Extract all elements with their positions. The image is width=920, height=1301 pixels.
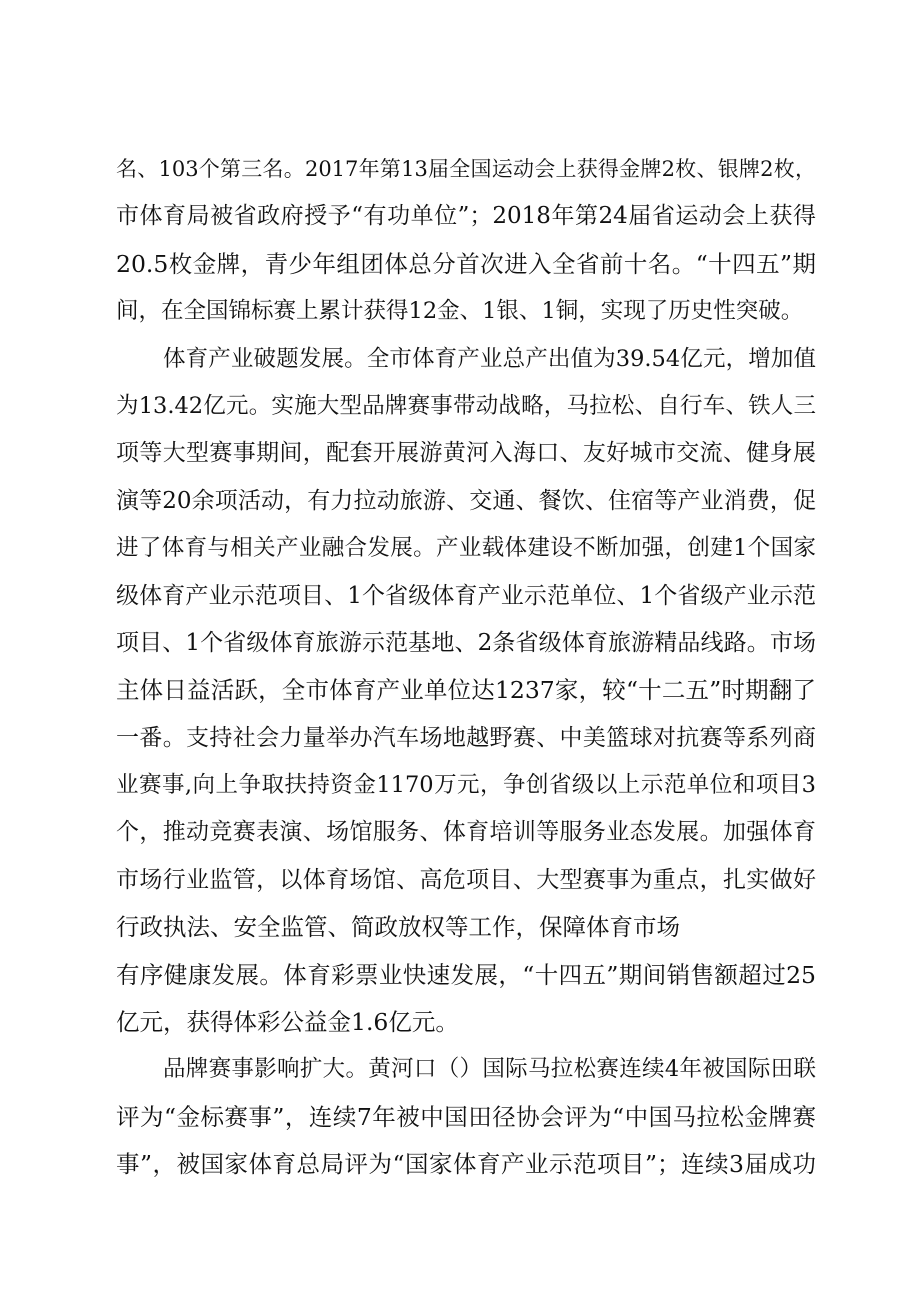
- text-line: 个，推动竞赛表演、场馆服务、体育培训等服务业态发展。加强体育: [116, 819, 816, 846]
- text-line: 业赛事,向上争取扶持资金1170万元，争创省级以上示范单位和项目3: [116, 772, 816, 799]
- text-line: 级体育产业示范项目、1个省级体育产业示范单位、1个省级产业示范: [116, 582, 816, 609]
- text-line: 20.5枚金牌，青少年组团体总分首次进入全省前十名。“十四五”期: [116, 249, 816, 278]
- text-line: 事”，被国家体育总局评为“国家体育产业示范项目”；连续3届成功: [116, 1150, 816, 1179]
- text-line: 行政执法、安全监管、简政放权等工作，保障体育市场: [116, 913, 680, 942]
- text-line: 市场行业监管，以体育场馆、高危项目、大型赛事为重点，扎实做好: [116, 866, 816, 893]
- text-line: 评为“金标赛事”，连续7年被中国田径协会评为“中国马拉松金牌赛: [116, 1102, 816, 1131]
- text-line: 进了体育与相关产业融合发展。产业载体建设不断加强，创建1个国家: [116, 535, 816, 562]
- text-line: 为13.42亿元。实施大型品牌赛事带动战略，马拉松、自行车、铁人三: [116, 392, 816, 419]
- text-line: 名、103个第三名。2017年第13届全国运动会上获得金牌2枚、银牌2枚，: [116, 157, 816, 181]
- text-line: 一番。支持社会力量举办汽车场地越野赛、中美篮球对抗赛等系列商: [116, 724, 816, 751]
- text-line: 有序健康发展。体育彩票业快速发展，“十四五”期间销售额超过25: [116, 960, 816, 989]
- text-line: 主体日益活跃，全市体育产业单位达1237家，较“十二五”时期翻了: [116, 676, 816, 705]
- paragraph-first-line: 体育产业破题发展。全市体育产业总产出值为39.54亿元，增加值: [163, 345, 816, 372]
- text-line: 项等大型赛事期间，配套开展游黄河入海口、友好城市交流、健身展: [116, 440, 816, 467]
- text-line: 演等20余项活动，有力拉动旅游、交通、餐饮、住宿等产业消费，促: [116, 487, 816, 514]
- text-line: 亿元，获得体彩公益金1.6亿元。: [116, 1008, 459, 1037]
- text-line: 间，在全国锦标赛上累计获得12金、1银、1铜，实现了历史性突破。: [116, 298, 804, 325]
- body-text: [116, 146, 816, 1189]
- text-line: 市体育局被省政府授予“有功单位”；2018年第24届省运动会上获得: [116, 203, 816, 230]
- text-line: 项目、1个省级体育旅游示范基地、2条省级体育旅游精品线路。市场: [116, 629, 816, 656]
- paragraph-first-line: 品牌赛事影响扩大。黄河口（）国际马拉松赛连续4年被国际田联: [163, 1056, 816, 1083]
